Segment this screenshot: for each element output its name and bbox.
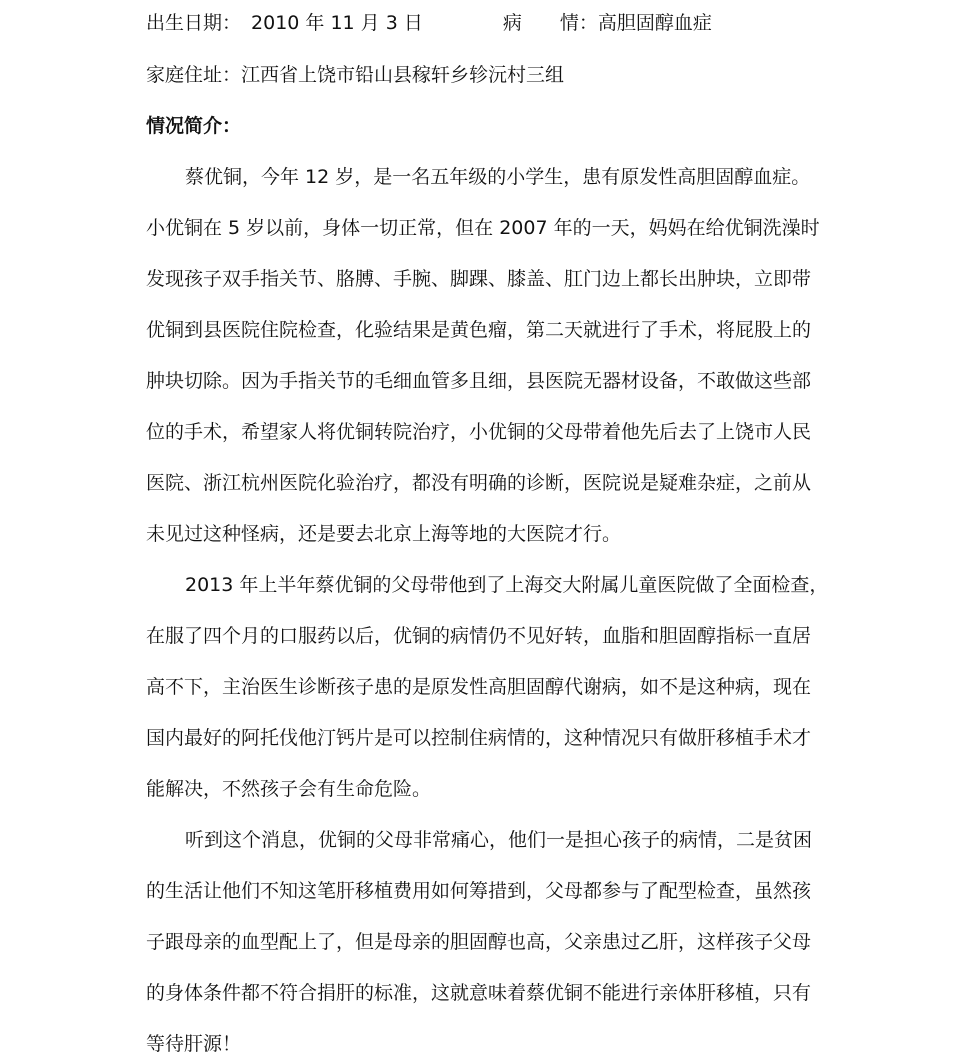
body-line: 高不下，主治医生诊断孩子患的是原发性高胆固醇代谢病，如不是这种病，现在 [146, 676, 812, 698]
body-line: 位的手术，希望家人将优铜转院治疗，小优铜的父母带着他先后去了上饶市人民 [146, 421, 812, 443]
disease-label-left: 病 [502, 12, 522, 34]
body-line: 能解决，不然孩子会有生命危险。 [146, 778, 432, 800]
birth-disease-row [146, 11, 712, 35]
body-line: 发现孩子双手指关节、胳膊、手腕、脚踝、膝盖、肛门边上都长出肿块，立即带 [146, 268, 812, 290]
address-row [146, 63, 564, 87]
body-line: 国内最好的阿托伐他汀钙片是可以控制住病情的，这种情况只有做肝移植手术才 [146, 727, 812, 749]
body-line: 优铜到县医院住院检查，化验结果是黄色瘤，第二天就进行了手术，将屁股上的 [146, 319, 812, 341]
body-line: 肿块切除。因为手指关节的毛细血管多且细，县医院无器材设备，不敢做这些部 [146, 370, 812, 392]
body-line: 子跟母亲的血型配上了，但是母亲的胆固醇也高，父亲患过乙肝，这样孩子父母 [146, 931, 812, 953]
body-line: 未见过这种怪病，还是要去北京上海等地的大医院才行。 [146, 523, 622, 545]
summary-heading: 情况简介： [146, 115, 242, 137]
disease-label-right: 情： [559, 12, 598, 34]
body-line: 等待肝源！ [146, 1033, 242, 1055]
body-line: 的生活让他们不知这笔肝移植费用如何筹措到，父母都参与了配型检查，虽然孩 [146, 880, 812, 902]
disease-value: 高胆固醇血症 [597, 12, 712, 34]
body-line: 小优铜在 5 岁以前，身体一切正常，但在 2007 年的一天，妈妈在给优铜洗澡时 [146, 217, 820, 239]
body-line: 的身体条件都不符合捐肝的标准，这就意味着蔡优铜不能进行亲体肝移植，只有 [146, 982, 812, 1004]
body-line: 医院、浙江杭州医院化验治疗，都没有明确的诊断，医院说是疑难杂症，之前从 [146, 472, 812, 494]
birth-date-value: 2010 年 11 月 3 日 [251, 12, 423, 34]
body-line: 在服了四个月的口服药以后，优铜的病情仍不见好转，血脂和胆固醇指标一直居 [146, 625, 812, 647]
address-label: 家庭住址： [146, 64, 242, 86]
body-line: 蔡优铜，今年 12 岁，是一名五年级的小学生，患有原发性高胆固醇血症。 [185, 166, 811, 188]
address-value: 江西省上饶市铅山县稼轩乡轸沅村三组 [241, 64, 565, 86]
body-line: 听到这个消息，优铜的父母非常痛心，他们一是担心孩子的病情，二是贫困 [185, 829, 813, 851]
body-line: 2013 年上半年蔡优铜的父母带他到了上海交大附属儿童医院做了全面检查， [185, 574, 829, 596]
birth-date-label: 出生日期： [146, 12, 242, 34]
